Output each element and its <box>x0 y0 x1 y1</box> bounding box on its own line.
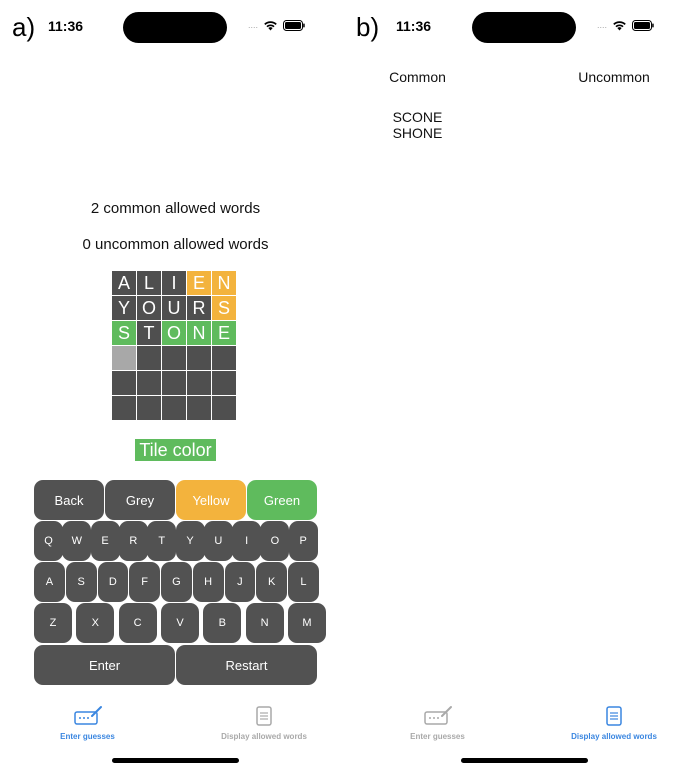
status-icons <box>597 19 654 31</box>
signal-dots-icon: .... <box>597 20 608 30</box>
key-x[interactable]: X <box>76 603 114 643</box>
key-j[interactable]: J <box>225 562 256 602</box>
board-tile[interactable] <box>212 396 236 420</box>
key-l[interactable]: L <box>288 562 319 602</box>
tab-display-allowed[interactable] <box>205 705 323 741</box>
list-item: SCONE <box>392 109 443 125</box>
keyboard-pen-icon <box>423 705 453 727</box>
status-time: 11:36 <box>48 18 84 34</box>
status-icons <box>248 19 305 31</box>
tab-enter-guesses[interactable] <box>40 705 135 741</box>
key-b[interactable]: B <box>203 603 241 643</box>
key-m[interactable]: M <box>288 603 326 643</box>
board-tile[interactable] <box>112 371 136 395</box>
board-tile[interactable]: Y <box>112 296 136 320</box>
tile-color-wrap <box>34 440 317 461</box>
board-tile[interactable] <box>187 371 211 395</box>
tab-display-allowed-label: Display allowed words <box>221 732 307 741</box>
key-h[interactable]: H <box>193 562 224 602</box>
board-tile[interactable]: R <box>187 296 211 320</box>
key-q[interactable]: Q <box>34 521 63 561</box>
column-uncommon-header: Uncommon <box>578 69 650 85</box>
board-tile[interactable] <box>162 371 186 395</box>
key-o[interactable]: O <box>260 521 289 561</box>
tab-display-allowed-label: Display allowed words <box>571 732 657 741</box>
back-button[interactable]: Back <box>34 480 104 520</box>
column-common-header: Common <box>389 69 446 85</box>
key-d[interactable]: D <box>98 562 129 602</box>
board-tile[interactable]: T <box>137 321 161 345</box>
board-tile[interactable] <box>212 371 236 395</box>
board-tile[interactable]: A <box>112 271 136 295</box>
board-tile[interactable] <box>187 346 211 370</box>
board-tile[interactable] <box>112 346 136 370</box>
keyboard-pen-icon <box>73 705 103 727</box>
key-i[interactable]: I <box>232 521 261 561</box>
home-indicator[interactable] <box>112 758 239 763</box>
board-tile[interactable]: N <box>187 321 211 345</box>
board-tile[interactable]: U <box>162 296 186 320</box>
board-tile[interactable]: S <box>212 296 236 320</box>
list-item: SHONE <box>392 125 443 141</box>
grey-button[interactable]: Grey <box>105 480 175 520</box>
tile-color-label: Tile color <box>135 439 215 461</box>
battery-icon <box>283 20 305 31</box>
key-s[interactable]: S <box>66 562 97 602</box>
dynamic-island <box>472 12 576 43</box>
key-y[interactable]: Y <box>176 521 205 561</box>
board-tile[interactable]: N <box>212 271 236 295</box>
panel-b-label: b) <box>356 12 380 42</box>
board-tile[interactable] <box>112 396 136 420</box>
key-e[interactable]: E <box>91 521 120 561</box>
board-tile[interactable] <box>137 396 161 420</box>
common-count: 2 common allowed words <box>90 200 261 217</box>
key-t[interactable]: T <box>147 521 176 561</box>
key-u[interactable]: U <box>204 521 233 561</box>
key-z[interactable]: Z <box>34 603 72 643</box>
key-r[interactable]: R <box>119 521 148 561</box>
yellow-button[interactable]: Yellow <box>176 480 246 520</box>
signal-dots-icon: .... <box>248 20 259 30</box>
board-tile[interactable] <box>187 396 211 420</box>
home-indicator[interactable] <box>461 758 588 763</box>
tab-enter-guesses[interactable] <box>390 705 485 741</box>
key-c[interactable]: C <box>119 603 157 643</box>
key-k[interactable]: K <box>256 562 287 602</box>
board-tile[interactable] <box>162 346 186 370</box>
key-a[interactable]: A <box>34 562 65 602</box>
board-tile[interactable]: E <box>187 271 211 295</box>
restart-button[interactable]: Restart <box>176 645 317 685</box>
uncommon-count: 0 uncommon allowed words <box>82 236 269 253</box>
key-n[interactable]: N <box>246 603 284 643</box>
board-tile[interactable] <box>162 396 186 420</box>
document-icon <box>253 705 275 727</box>
board-tile[interactable]: S <box>112 321 136 345</box>
key-v[interactable]: V <box>161 603 199 643</box>
tab-enter-guesses-label: Enter guesses <box>60 732 115 741</box>
board-tile[interactable]: O <box>162 321 186 345</box>
common-words-list <box>375 109 460 141</box>
dynamic-island <box>123 12 227 43</box>
board-tile[interactable] <box>137 346 161 370</box>
board-tile[interactable]: O <box>137 296 161 320</box>
document-icon <box>603 705 625 727</box>
panel-a-label: a) <box>12 12 36 42</box>
wifi-icon <box>263 19 278 31</box>
status-time: 11:36 <box>396 18 432 34</box>
tab-enter-guesses-label: Enter guesses <box>410 732 465 741</box>
board-tile[interactable] <box>212 346 236 370</box>
green-button[interactable]: Green <box>247 480 317 520</box>
key-g[interactable]: G <box>161 562 192 602</box>
board-tile[interactable]: E <box>212 321 236 345</box>
board-tile[interactable] <box>137 371 161 395</box>
board-tile[interactable]: I <box>162 271 186 295</box>
tab-display-allowed[interactable] <box>555 705 673 741</box>
guess-board <box>112 271 236 420</box>
key-p[interactable]: P <box>289 521 318 561</box>
key-f[interactable]: F <box>129 562 160 602</box>
enter-button[interactable]: Enter <box>34 645 175 685</box>
battery-icon <box>632 20 654 31</box>
wifi-icon <box>612 19 627 31</box>
key-w[interactable]: W <box>62 521 91 561</box>
board-tile[interactable]: L <box>137 271 161 295</box>
